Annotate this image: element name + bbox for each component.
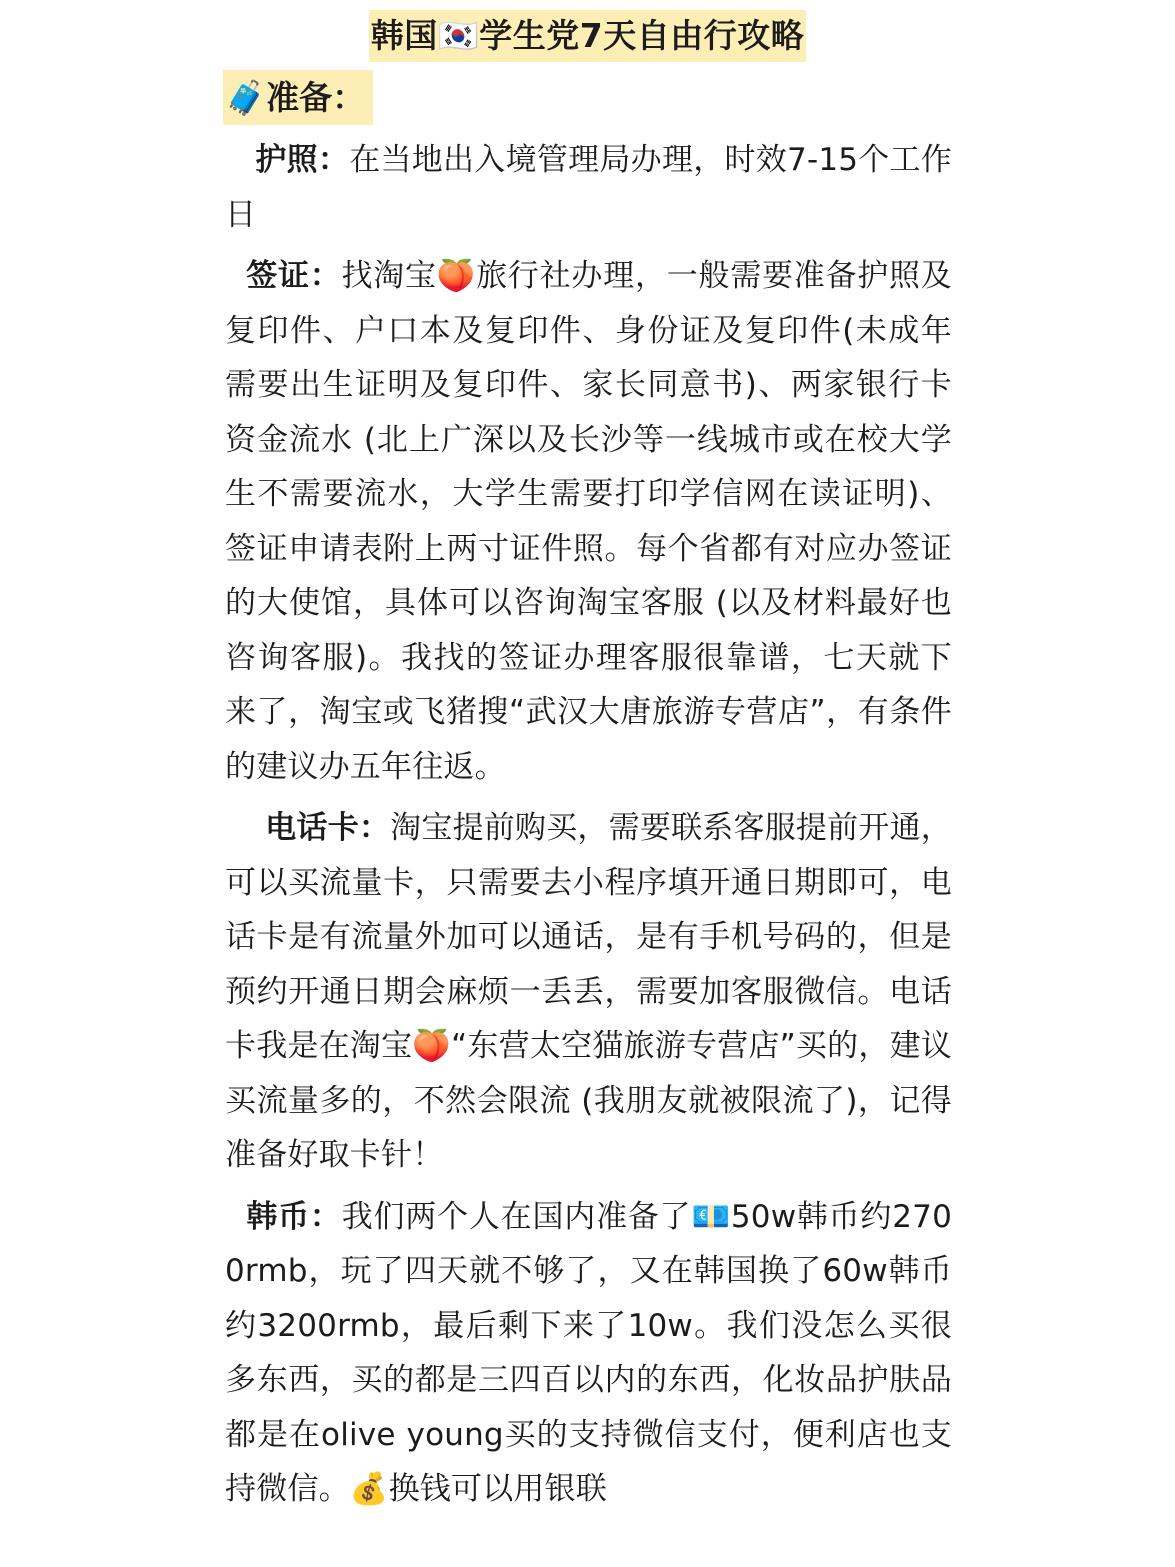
sim-card-label: 电话卡：	[265, 810, 391, 846]
paragraph-indent	[225, 258, 246, 294]
sim-card-text: 淘宝提前购买，需要联系客服提前开通，可以买流量卡，只需要去小程序填开通日期即可，电话卡是有流量外加可以通话，是有手机号码的，但是预约开通日期会麻烦一丢丢，需要加客服微信。电话卡我是在淘宝🍑“东营太空猫旅游专营店”买的，建议买流量多的，不然会限流 (我朋友就被限流了)，记得准备好取卡针！	[225, 810, 952, 1173]
passport-text: 在当地出入境管理局办理，时效7-15个工作日	[225, 142, 952, 233]
article-body	[225, 133, 952, 1524]
currency-label: 韩币：	[246, 1198, 342, 1235]
title-wrap	[0, 10, 1175, 62]
section-heading-preparation: 🧳准备：	[223, 70, 373, 125]
paragraph-indent	[225, 142, 255, 178]
paragraph-indent	[225, 1199, 246, 1235]
paragraph-visa	[225, 249, 952, 794]
paragraph-indent	[225, 810, 265, 846]
currency-text: 我们两个人在国内准备了💶50w韩币约2700rmb，玩了四天就不够了，又在韩国换了60w韩币约3200rmb，最后剩下来了10w。我们没怎么买很多东西，买的都是三四百以内的东西，化妆品护肤品都是在olive young买的支持微信支付，便利店也支持微信。💰换钱可以用银联	[225, 1198, 952, 1507]
passport-label: 护照：	[255, 142, 350, 178]
paragraph-passport	[225, 133, 952, 242]
page-title: 韩国🇰🇷学生党7天自由行攻略	[369, 10, 807, 62]
paragraph-sim-card	[225, 801, 952, 1183]
visa-label: 签证：	[246, 258, 342, 294]
visa-text: 找淘宝🍑旅行社办理，一般需要准备护照及复印件、户口本及复印件、身份证及复印件(未成年需要出生证明及复印件、家长同意书)、两家银行卡资金流水 (北上广深以及长沙等一线城市或在校大学生不需要流水，大学生需要打印学信网在读证明)、签证申请表附上两寸证件照。每个省都有对应办签证的大使馆，具体可以咨询淘宝客服 (以及材料最好也咨询客服)。我找的签证办理客服很靠谱，七天就下来了，淘宝或飞猪搜“武汉大唐旅游专营店”，有条件的建议办五年往返。	[225, 258, 952, 785]
paragraph-currency	[225, 1190, 952, 1517]
